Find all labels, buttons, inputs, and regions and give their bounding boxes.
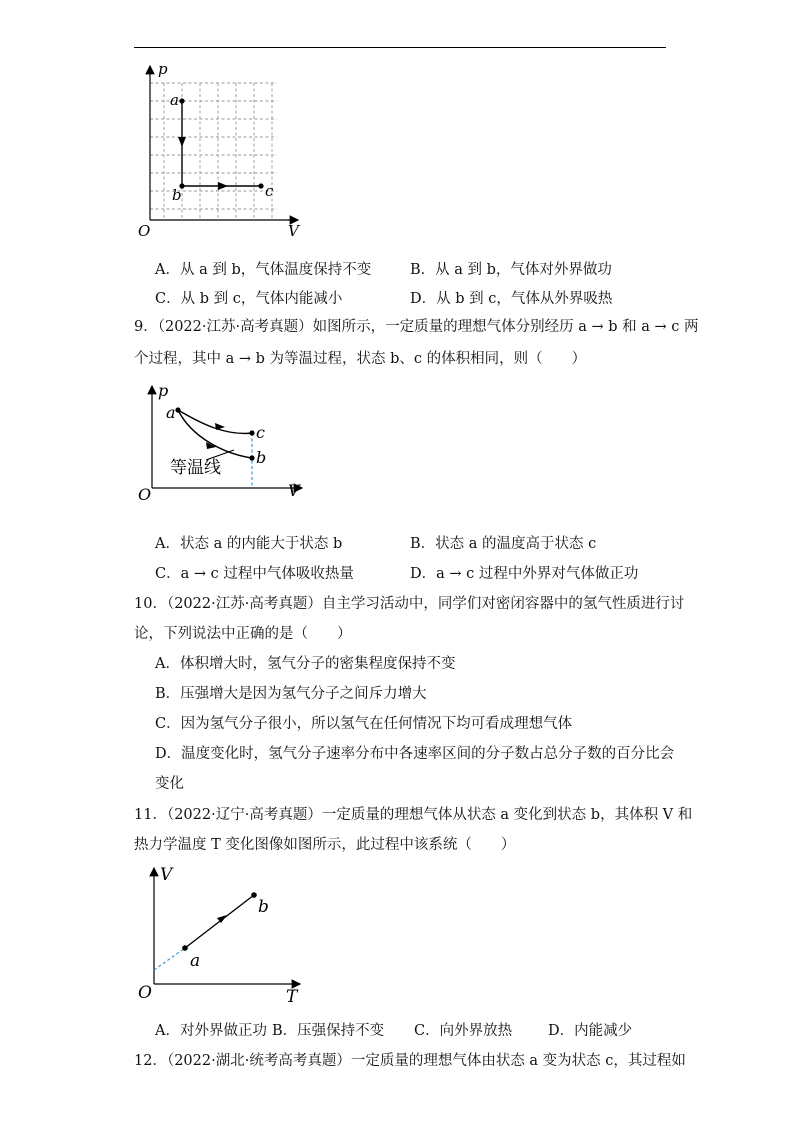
label-c: c (256, 423, 265, 442)
dashed-extension-line (154, 948, 185, 970)
q10-stem-line1: 10．（2022·江苏·高考真题）自主学习活动中，同学们对密闭容器中的氢气性质进行讨 (134, 596, 685, 612)
q9-option-d[interactable]: D．a → c 过程中外界对气体做正功 (410, 566, 639, 582)
q10-option-d-line2[interactable]: 变化 (155, 776, 184, 792)
header-rule (134, 47, 666, 48)
label-origin: O (138, 222, 151, 240)
label-b: b (256, 448, 267, 467)
label-t: T (286, 987, 298, 1007)
arrow-down-icon (178, 137, 186, 147)
q8-option-a[interactable]: A．从 a 到 b，气体温度保持不变 (155, 262, 372, 278)
point-a (182, 945, 188, 951)
point-b (251, 892, 257, 898)
q9-stem-line2: 个过程，其中 a → b 为等温过程，状态 b、c 的体积相同，则（ ） (134, 351, 587, 367)
q11-option-d[interactable]: D．内能减少 (548, 1023, 633, 1039)
q10-option-d-line1[interactable]: D．温度变化时，氢气分子速率分布中各速率区间的分子数占总分子数的百分比会 (155, 746, 675, 762)
label-origin: O (138, 485, 152, 504)
label-p: p (158, 381, 169, 400)
label-b: b (172, 186, 182, 204)
q12-stem-line1: 12．（2022·湖北·统考高考真题）一定质量的理想气体由状态 a 变为状态 c，其过程如 (134, 1053, 686, 1069)
label-v: V (160, 865, 173, 885)
figure-q8-pv-diagram (130, 58, 315, 243)
q11-option-a[interactable]: A．对外界做正功 (155, 1023, 267, 1039)
q8-option-b[interactable]: B．从 a 到 b，气体对外界做功 (410, 262, 612, 278)
label-a: a (190, 951, 201, 971)
q11-stem-line1: 11．（2022·辽宁·高考真题）一定质量的理想气体从状态 a 变化到状态 b，其体积 V 和 (134, 807, 693, 823)
point-a (179, 98, 184, 103)
label-b: b (258, 897, 269, 917)
label-v: V (288, 481, 300, 500)
q9-option-b[interactable]: B．状态 a 的温度高于状态 c (410, 536, 597, 552)
line-a-to-b (185, 895, 254, 948)
q9-option-c[interactable]: C．a → c 过程中气体吸收热量 (155, 566, 354, 582)
label-origin: O (138, 983, 152, 1003)
label-p: p (158, 60, 168, 78)
q10-option-b[interactable]: B．压强增大是因为氢气分子之间斥力增大 (155, 686, 427, 702)
point-a (175, 407, 180, 412)
figure-q9-pv-diagram (130, 378, 315, 508)
q8-option-d[interactable]: D．从 b 到 c，气体从外界吸热 (410, 291, 613, 307)
point-b (249, 455, 254, 460)
q11-option-b[interactable]: B．压强保持不变 (272, 1023, 385, 1039)
point-c (249, 430, 254, 435)
q8-option-c[interactable]: C．从 b 到 c，气体内能减小 (155, 291, 343, 307)
label-a: a (170, 91, 179, 109)
curve-a-to-c (178, 410, 252, 433)
q10-option-a[interactable]: A．体积增大时，氢气分子的密集程度保持不变 (155, 656, 456, 672)
label-c: c (265, 182, 274, 200)
figure-q11-vt-diagram (130, 862, 315, 1007)
label-v: V (288, 222, 299, 240)
arrow-icon (215, 423, 225, 430)
label-isotherm: 等温线 (170, 458, 221, 478)
label-a: a (166, 403, 176, 422)
q11-option-c[interactable]: C．向外界放热 (414, 1023, 513, 1039)
q11-stem-line2: 热力学温度 T 变化图像如图所示，此过程中该系统（ ） (134, 837, 516, 853)
q10-stem-line2: 论，下列说法中正确的是（ ） (134, 626, 352, 642)
point-c (258, 183, 263, 188)
arrow-right-icon (218, 182, 228, 190)
q9-option-a[interactable]: A．状态 a 的内能大于状态 b (155, 536, 343, 552)
q10-option-c[interactable]: C．因为氢气分子很小，所以氢气在任何情况下均可看成理想气体 (155, 716, 573, 732)
q9-stem-line1: 9．（2022·江苏·高考真题）如图所示，一定质量的理想气体分别经历 a → b 和 a → c 两 (134, 319, 699, 335)
